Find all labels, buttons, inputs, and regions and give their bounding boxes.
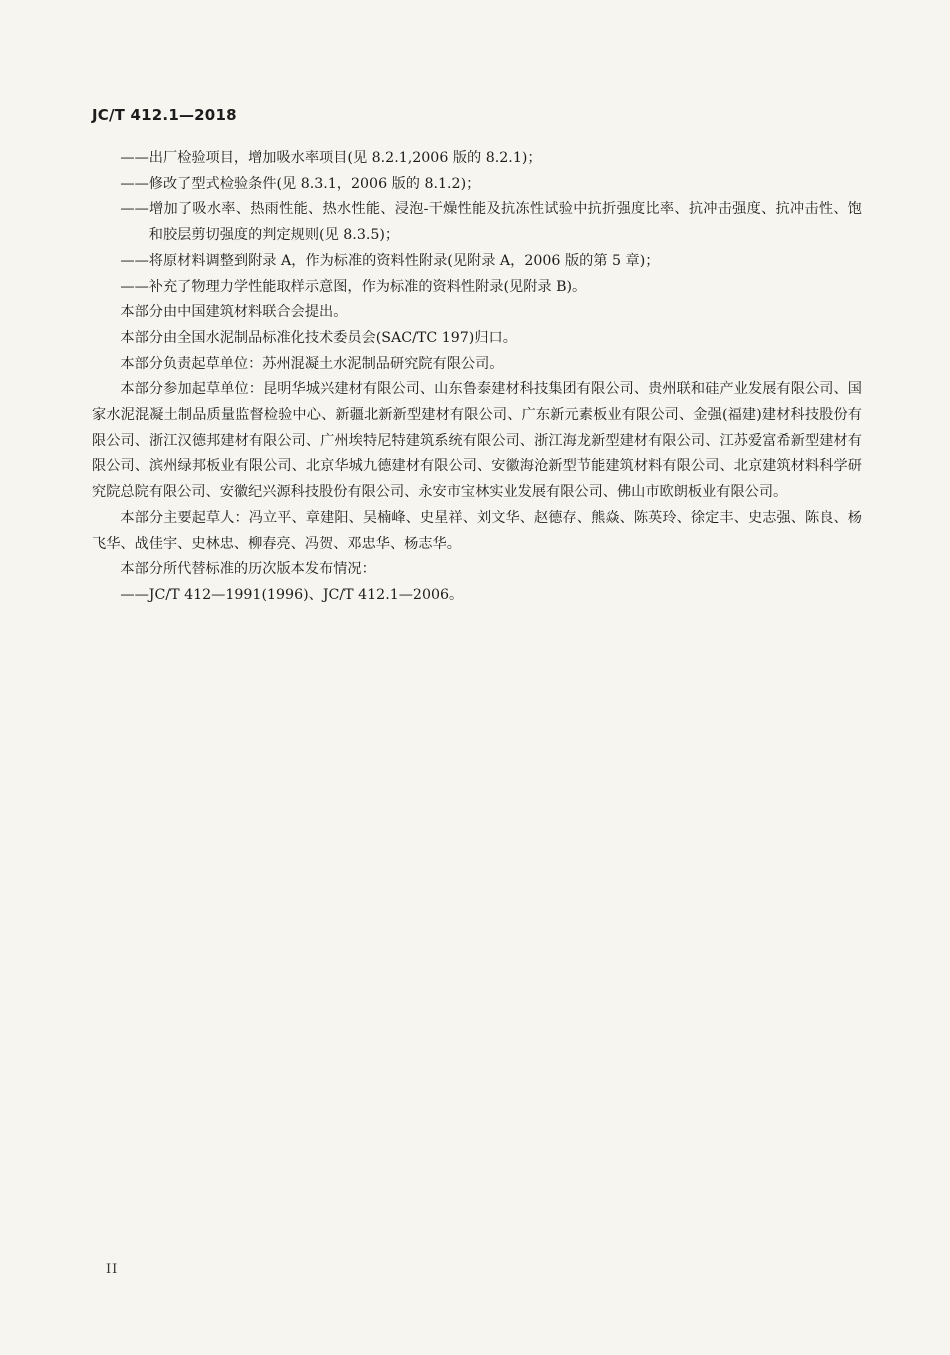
- change-item: ——出厂检验项目，增加吸水率项目(见 8.2.1,2006 版的 8.2.1)；: [120, 150, 542, 166]
- centralized-by-paragraph: 本部分由全国水泥制品标准化技术委员会(SAC/TC 197)归口。: [120, 329, 517, 346]
- change-item: ——修改了型式检验条件(见 8.3.1，2006 版的 8.1.2)；: [120, 175, 481, 192]
- history-item: ——JC/T 412—1991(1996)、JC/T 412.1—2006。: [120, 586, 464, 603]
- change-item: ——将原材料调整到附录 A，作为标准的资料性附录(见附录 A，2006 版的第 5 章)；: [120, 252, 660, 269]
- foreword-body: [92, 146, 862, 609]
- history-intro-paragraph: 本部分所代替标准的历次版本发布情况：: [120, 561, 376, 578]
- change-item: ——增加了吸水率、热雨性能、热水性能、浸泡-干燥性能及抗冻性试验中抗折强度比率、抗冲击强度、抗冲击性、饱和胶层剪切强度的判定规则(见 8.3.5)；: [120, 201, 862, 244]
- responsible-unit-paragraph: 本部分负责起草单位：苏州混凝土水泥制品研究院有限公司。: [120, 355, 504, 372]
- change-item: ——补充了物理力学性能取样示意图，作为标准的资料性附录(见附录 B)。: [120, 278, 587, 295]
- proposed-by-paragraph: 本部分由中国建筑材料联合会提出。: [120, 304, 348, 321]
- main-drafters-paragraph: 本部分主要起草人：冯立平、章建阳、吴楠峰、史星祥、刘文华、赵德存、熊焱、陈英玲、徐定丰、史志强、陈良、杨飞华、战佳宇、史林忠、柳春亮、冯贺、邓忠华、杨志华。: [92, 509, 862, 552]
- standard-number: JC/T 412.1—2018: [92, 106, 237, 124]
- page-number: II: [106, 1262, 119, 1277]
- participating-units-paragraph: 本部分参加起草单位：昆明华城兴建材有限公司、山东鲁泰建材科技集团有限公司、贵州联和硅产业发展有限公司、国家水泥混凝土制品质量监督检验中心、新疆北新新型建材有限公司、广东新元素板业有限公司、金强(福建)建材科技股份有限公司、浙江汉德邦建材有限公司、广州埃特尼特建筑系统有限公司、浙江海龙新型建材有限公司、江苏爱富希新型建材有限公司、滨州绿邦板业有限公司、北京华城九德建材有限公司、安徽海沧新型节能建筑材料有限公司、北京建筑材料科学研究院总院有限公司、安徽纪兴源科技股份有限公司、永安市宝林实业发展有限公司、佛山市欧朗板业有限公司。: [92, 381, 862, 501]
